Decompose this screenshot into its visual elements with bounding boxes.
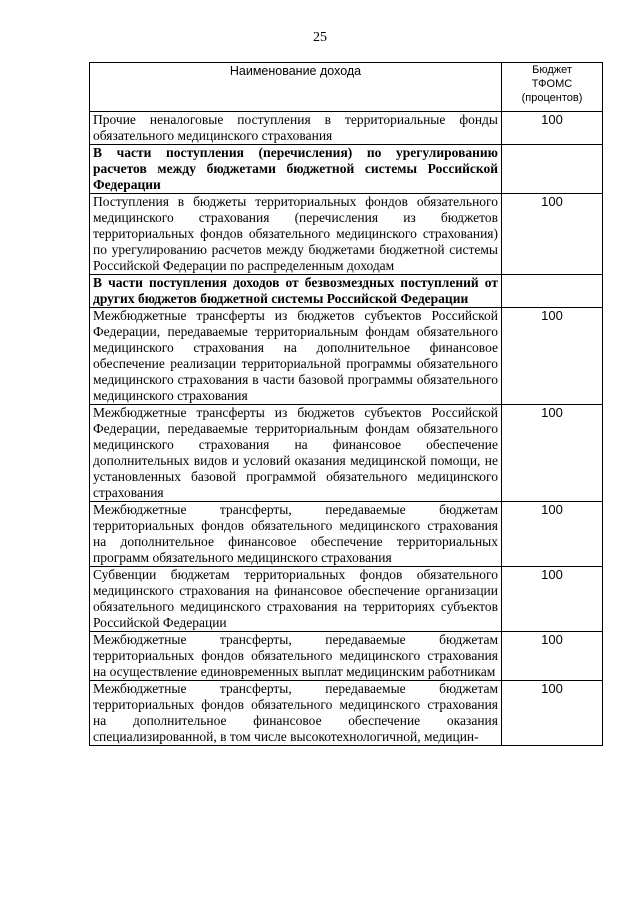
percent-cell <box>502 275 603 308</box>
header-income-name: Наименование дохода <box>90 63 502 112</box>
header-budget-tfoms <box>502 63 603 112</box>
section-row <box>90 145 603 194</box>
percent-cell <box>502 145 603 194</box>
income-name-cell: Прочие неналоговые поступления в территориальные фонды обязательного медицинского страхования <box>90 112 502 145</box>
income-name-cell: Межбюджетные трансферты, передаваемые бюджетам территориальных фондов обязательного медицинского страхования на дополнительное финансовое обеспечение территориальных программ обязательного медицинского страхования <box>90 502 502 567</box>
table-row <box>90 632 603 681</box>
income-name-cell: Субвенции бюджетам территориальных фондов обязательного медицинского страхования на финансовое обеспечение организации обязательного медицинского страхования на территориях субъектов Российской Федерации <box>90 567 502 632</box>
percent-cell: 100 <box>502 502 603 567</box>
table-row <box>90 112 603 145</box>
page-number: 25 <box>313 30 327 45</box>
percent-cell: 100 <box>502 567 603 632</box>
table-row <box>90 405 603 502</box>
table-row <box>90 681 603 746</box>
percent-cell: 100 <box>502 405 603 502</box>
percent-cell: 100 <box>502 681 603 746</box>
percent-cell: 100 <box>502 194 603 275</box>
table-row <box>90 567 603 632</box>
table-row <box>90 308 603 405</box>
percent-cell: 100 <box>502 112 603 145</box>
section-row <box>90 275 603 308</box>
header-percent-line: (процентов) <box>521 92 583 104</box>
income-name-cell: Поступления в бюджеты территориальных фондов обязательного медицинского страхования (перечисления из бюджетов территориальных фондов обязательного медицинского страхования) по урегулированию расчетов между бюджетами бюджетной системы Российской Федерации по распределенным доходам <box>90 194 502 275</box>
income-name-cell: Межбюджетные трансферты, передаваемые бюджетам территориальных фондов обязательного медицинского страхования на дополнительное финансовое обеспечение оказания специализированной, в том числе высокотехнологичной, медицин- <box>90 681 502 746</box>
section-heading-cell: В части поступления (перечисления) по урегулированию расчетов между бюджетами бюджетной системы Российской Федерации <box>90 145 502 194</box>
percent-cell: 100 <box>502 632 603 681</box>
income-name-cell: Межбюджетные трансферты из бюджетов субъектов Российской Федерации, передаваемые территориальным фондам обязательного медицинского страхования на дополнительное финансовое обеспечение реализации территориальной программы обязательного медицинского страхования в части базовой программы обязательного медицинского страхования <box>90 308 502 405</box>
income-name-cell: Межбюджетные трансферты, передаваемые бюджетам территориальных фондов обязательного медицинского страхования на осуществление единовременных выплат медицинским работникам <box>90 632 502 681</box>
table-header-row <box>90 63 603 112</box>
table-row <box>90 194 603 275</box>
income-name-cell: Межбюджетные трансферты из бюджетов субъектов Российской Федерации, передаваемые территориальным фондам обязательного медицинского страхования на финансовое обеспечение дополнительных видов и условий оказания медицинской помощи, не установленных базовой программой обязательного медицинского страхования <box>90 405 502 502</box>
section-heading-cell: В части поступления доходов от безвозмездных поступлений от других бюджетов бюджетной системы Российской Федерации <box>90 275 502 308</box>
header-tfoms-line: ТФОМС <box>531 78 573 90</box>
header-budget-line: Бюджет <box>532 64 572 76</box>
percent-cell: 100 <box>502 308 603 405</box>
table-row <box>90 502 603 567</box>
income-table <box>89 62 603 746</box>
